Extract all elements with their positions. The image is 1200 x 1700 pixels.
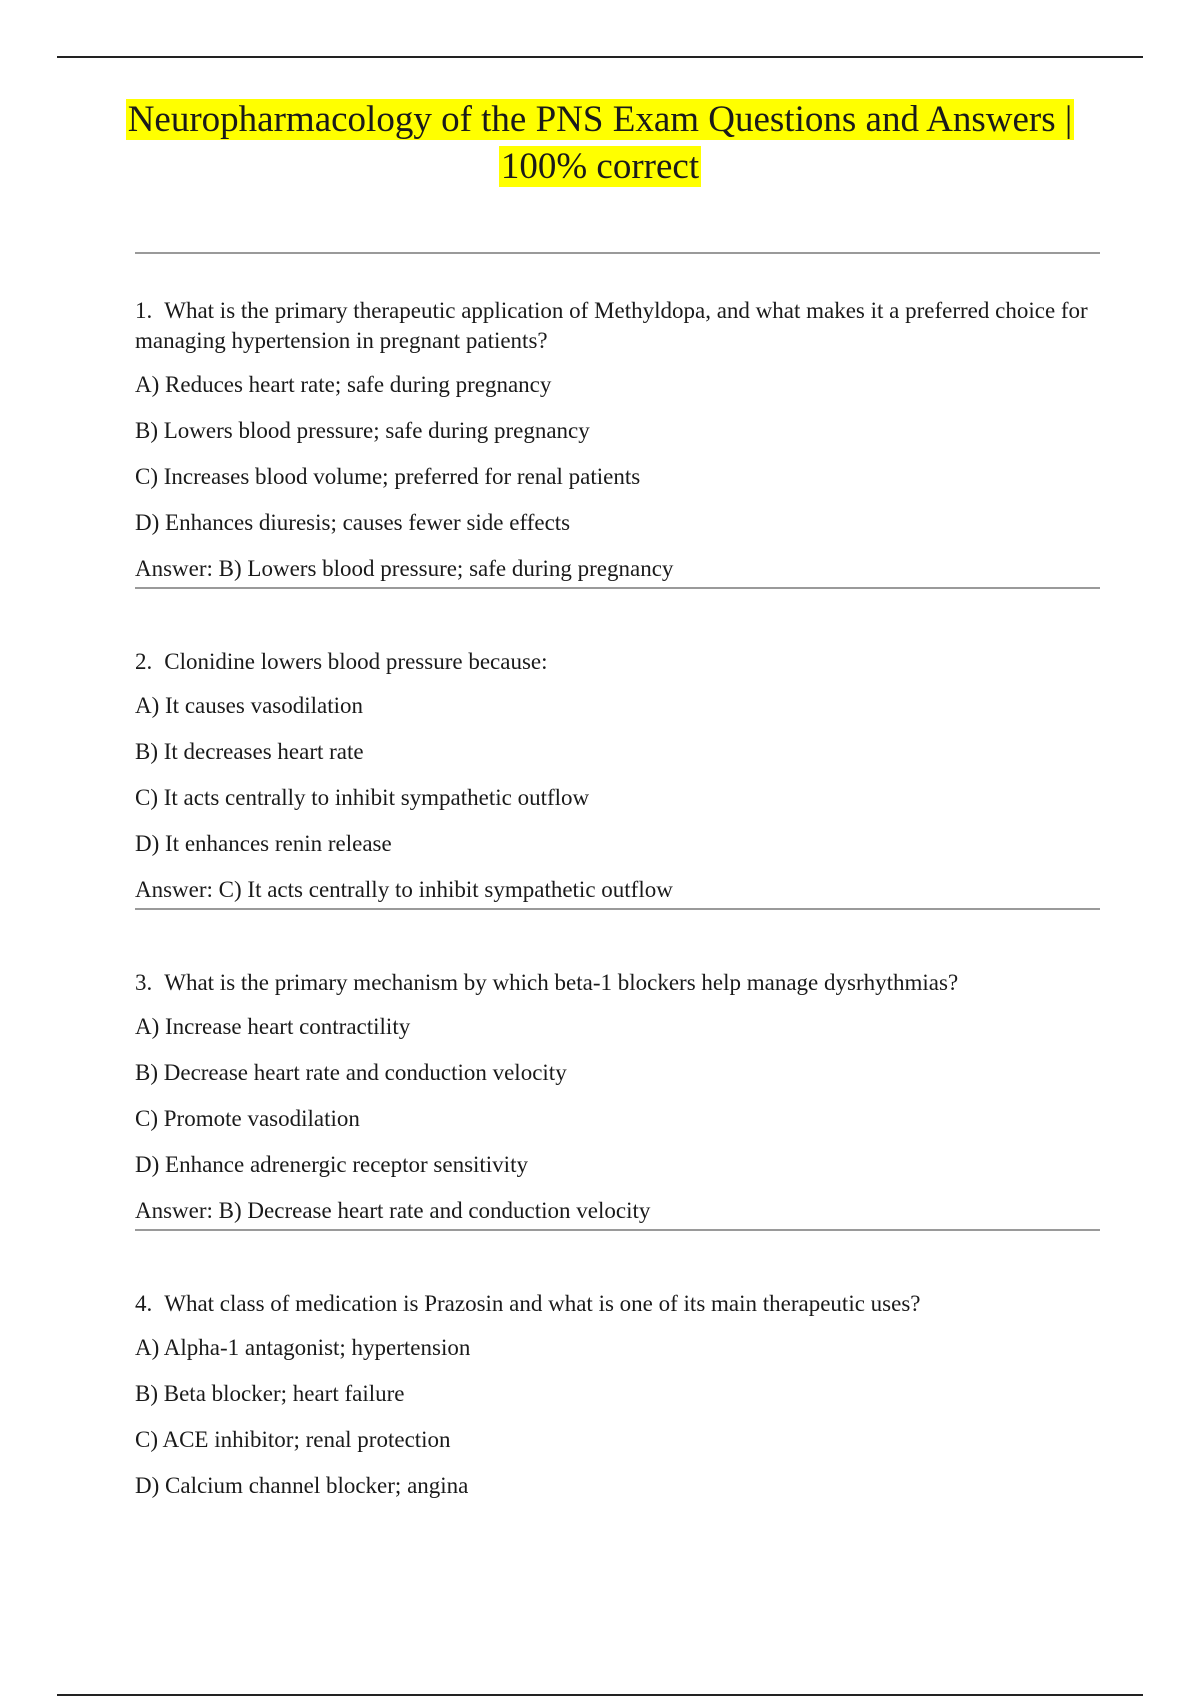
option-c: C) ACE inhibitor; renal protection [135, 1427, 451, 1452]
option-c: C) Increases blood volume; preferred for renal patients [135, 464, 641, 489]
option-d: D) Enhance adrenergic receptor sensitivity [135, 1152, 528, 1177]
option-b: B) It decreases heart rate [135, 739, 364, 764]
question-block-3 [135, 968, 1100, 1252]
page-top-rule [57, 56, 1143, 58]
option-b: B) Lowers blood pressure; safe during pregnancy [135, 418, 590, 443]
option-d: D) Calcium channel blocker; angina [135, 1473, 469, 1498]
option-a: A) Alpha-1 antagonist; hypertension [135, 1335, 471, 1360]
title-divider [135, 252, 1100, 254]
option-c: C) Promote vasodilation [135, 1106, 360, 1131]
question-stem: What is the primary therapeutic application of Methyldopa, and what makes it a preferred choice for managing hypertension in pregnant patients? [135, 298, 1088, 353]
option-b: B) Decrease heart rate and conduction velocity [135, 1060, 567, 1085]
question-text [135, 647, 1100, 677]
page-bottom-rule [57, 1694, 1143, 1696]
question-list [135, 296, 1100, 1538]
option-a: A) Reduces heart rate; safe during pregnancy [135, 372, 552, 397]
option-a: A) Increase heart contractility [135, 1014, 411, 1039]
question-stem: What is the primary mechanism by which beta-1 blockers help manage dysrhythmias? [164, 970, 959, 995]
question-number: 3. [135, 970, 153, 995]
answer-line: Answer: B) Lowers blood pressure; safe during pregnancy [135, 554, 1100, 589]
option-c: C) It acts centrally to inhibit sympathetic outflow [135, 785, 590, 810]
option-d: D) Enhances diuresis; causes fewer side effects [135, 510, 571, 535]
option-a: A) It causes vasodilation [135, 693, 364, 718]
question-block-2 [135, 647, 1100, 931]
title-line-1: Neuropharmacology of the PNS Exam Questions and Answers | [127, 99, 1073, 140]
title-line-2: 100% correct [500, 146, 700, 187]
question-text [135, 968, 1100, 998]
question-text [135, 296, 1100, 356]
option-b: B) Beta blocker; heart failure [135, 1381, 405, 1406]
document-title [120, 96, 1080, 190]
answer-line: Answer: C) It acts centrally to inhibit sympathetic outflow [135, 875, 1100, 910]
question-block-1 [135, 296, 1100, 610]
question-stem: What class of medication is Prazosin and what is one of its main therapeutic uses? [164, 1291, 921, 1316]
answer-line: Answer: B) Decrease heart rate and conduction velocity [135, 1196, 1100, 1231]
question-number: 4. [135, 1291, 153, 1316]
question-text [135, 1289, 1100, 1319]
question-number: 2. [135, 649, 153, 674]
question-block-4 [135, 1289, 1100, 1538]
question-stem: Clonidine lowers blood pressure because: [164, 649, 548, 674]
option-d: D) It enhances renin release [135, 831, 392, 856]
question-number: 1. [135, 298, 153, 323]
